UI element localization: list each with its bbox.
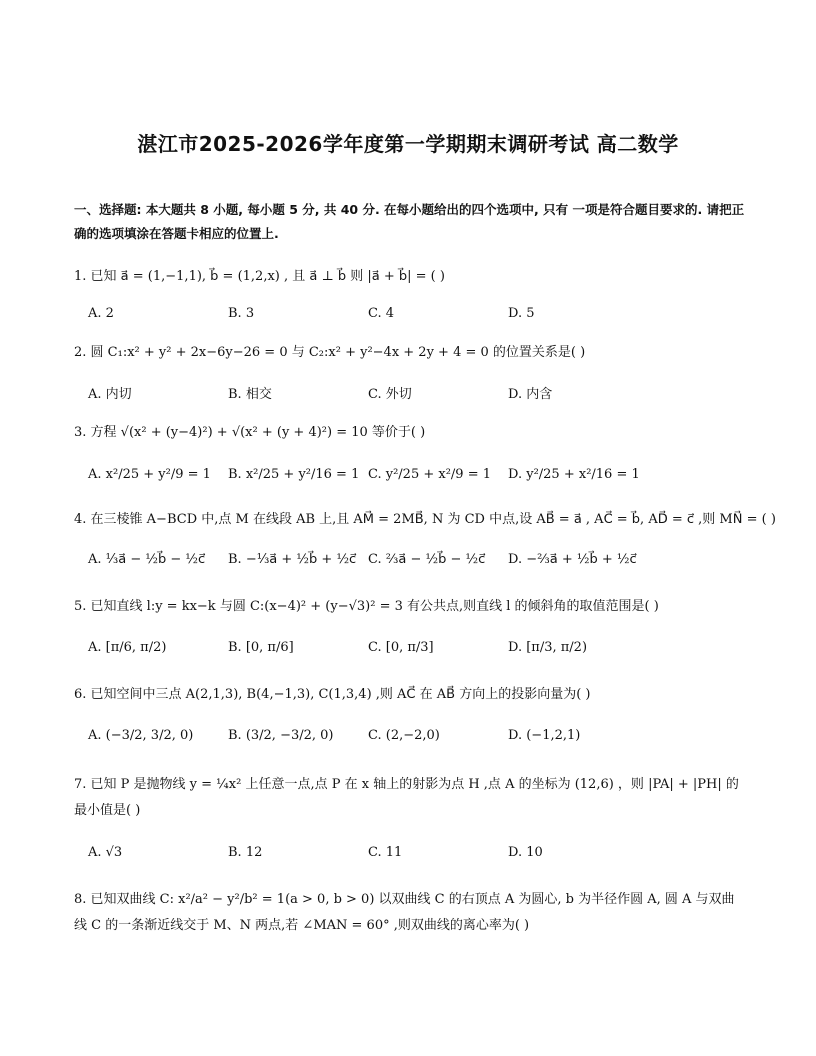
option-c: C. 4 xyxy=(368,306,395,321)
question-5-options xyxy=(88,640,688,664)
option-c: C. 外切 xyxy=(368,387,412,402)
question-1-stem: 1. 已知 a⃗ = (1,−1,1), b⃗ = (1,2,x) , 且 a⃗ ⊥ b⃗ 则 |a⃗ + b⃗| = ( ) xyxy=(74,269,445,284)
section-heading-multiple-choice: 一、选择题: 本大题共 8 小题, 每小题 5 分, 共 40 分. 在每小题给出的四个选项中, 只有 一项是符合题目要求的. 请把正确的选项填涂在答题卡相应的位置上. xyxy=(74,202,745,241)
option-c: C. (2,−2,0) xyxy=(368,728,440,743)
option-b: B. 12 xyxy=(228,845,263,860)
option-b: B. −⅓a⃗ + ½b⃗ + ½c⃗ xyxy=(228,552,357,567)
question-3-stem: 3. 方程 √(x² + (y−4)²) + √(x² + (y + 4)²) = 10 等价于( ) xyxy=(74,425,426,440)
question-2-options xyxy=(88,383,688,407)
option-a: A. x²/25 + y²/9 = 1 xyxy=(88,467,211,482)
option-b: B. 3 xyxy=(228,306,255,321)
question-4-options xyxy=(88,552,688,576)
option-a: A. (−3/2, 3/2, 0) xyxy=(88,728,194,743)
document-title: 湛江市2025-2026学年度第一学期期末调研考试 高二数学 xyxy=(137,132,679,156)
option-d: D. 内含 xyxy=(508,387,553,402)
option-a: A. √3 xyxy=(88,845,123,860)
option-c: C. ⅔a⃗ − ½b⃗ − ½c⃗ xyxy=(368,552,486,567)
question-4-stem: 4. 在三棱锥 A−BCD 中,点 M 在线段 AB 上,且 AM⃗ = 2MB⃗, N 为 CD 中点,设 AB⃗ = a⃗ , AC⃗ = b⃗, AD⃗ = c⃗ ,则 MN⃗ = ( ) xyxy=(74,512,776,527)
question-8-stem: 8. 已知双曲线 C: x²/a² − y²/b² = 1(a > 0, b > 0) 以双曲线 C 的右顶点 A 为圆心, b 为半径作圆 A, 圆 A 与双曲线 C 的一条渐近线交于 M、N 两点,若 ∠MAN = 60° ,则双曲线的离心率为( ) xyxy=(74,892,735,933)
option-b: B. [0, π/6] xyxy=(228,640,294,655)
option-d: D. 10 xyxy=(508,845,543,860)
option-d: D. 5 xyxy=(508,306,535,321)
question-3-options xyxy=(88,467,688,491)
option-b: B. 相交 xyxy=(228,387,272,402)
question-6-options xyxy=(88,728,688,752)
question-2-stem: 2. 圆 C₁:x² + y² + 2x−6y−26 = 0 与 C₂:x² + y²−4x + 2y + 4 = 0 的位置关系是( ) xyxy=(74,345,586,360)
option-c: C. [0, π/3] xyxy=(368,640,434,655)
option-a: A. 内切 xyxy=(88,387,132,402)
option-a: A. [π/6, π/2) xyxy=(88,640,167,655)
question-7-options xyxy=(88,845,688,869)
option-d: D. y²/25 + x²/16 = 1 xyxy=(508,467,640,482)
option-d: D. (−1,2,1) xyxy=(508,728,581,743)
question-5-stem: 5. 已知直线 l:y = kx−k 与圆 C:(x−4)² + (y−√3)² = 3 有公共点,则直线 l 的倾斜角的取值范围是( ) xyxy=(74,599,659,614)
option-d: D. [π/3, π/2) xyxy=(508,640,588,655)
option-d: D. −⅔a⃗ + ½b⃗ + ½c⃗ xyxy=(508,552,637,567)
option-a: A. ⅓a⃗ − ½b⃗ − ½c⃗ xyxy=(88,552,206,567)
question-6-stem: 6. 已知空间中三点 A(2,1,3), B(4,−1,3), C(1,3,4) ,则 AC⃗ 在 AB⃗ 方向上的投影向量为( ) xyxy=(74,687,591,702)
option-c: C. 11 xyxy=(368,845,403,860)
option-b: B. (3/2, −3/2, 0) xyxy=(228,728,334,743)
option-c: C. y²/25 + x²/9 = 1 xyxy=(368,467,492,482)
option-a: A. 2 xyxy=(88,306,114,321)
question-1-options xyxy=(88,306,688,330)
question-7-stem: 7. 已知 P 是抛物线 y = ¼x² 上任意一点,点 P 在 x 轴上的射影为点 H ,点 A 的坐标为 (12,6) ，则 |PA| + |PH| 的最小值是( ) xyxy=(74,777,739,818)
option-b: B. x²/25 + y²/16 = 1 xyxy=(228,467,360,482)
